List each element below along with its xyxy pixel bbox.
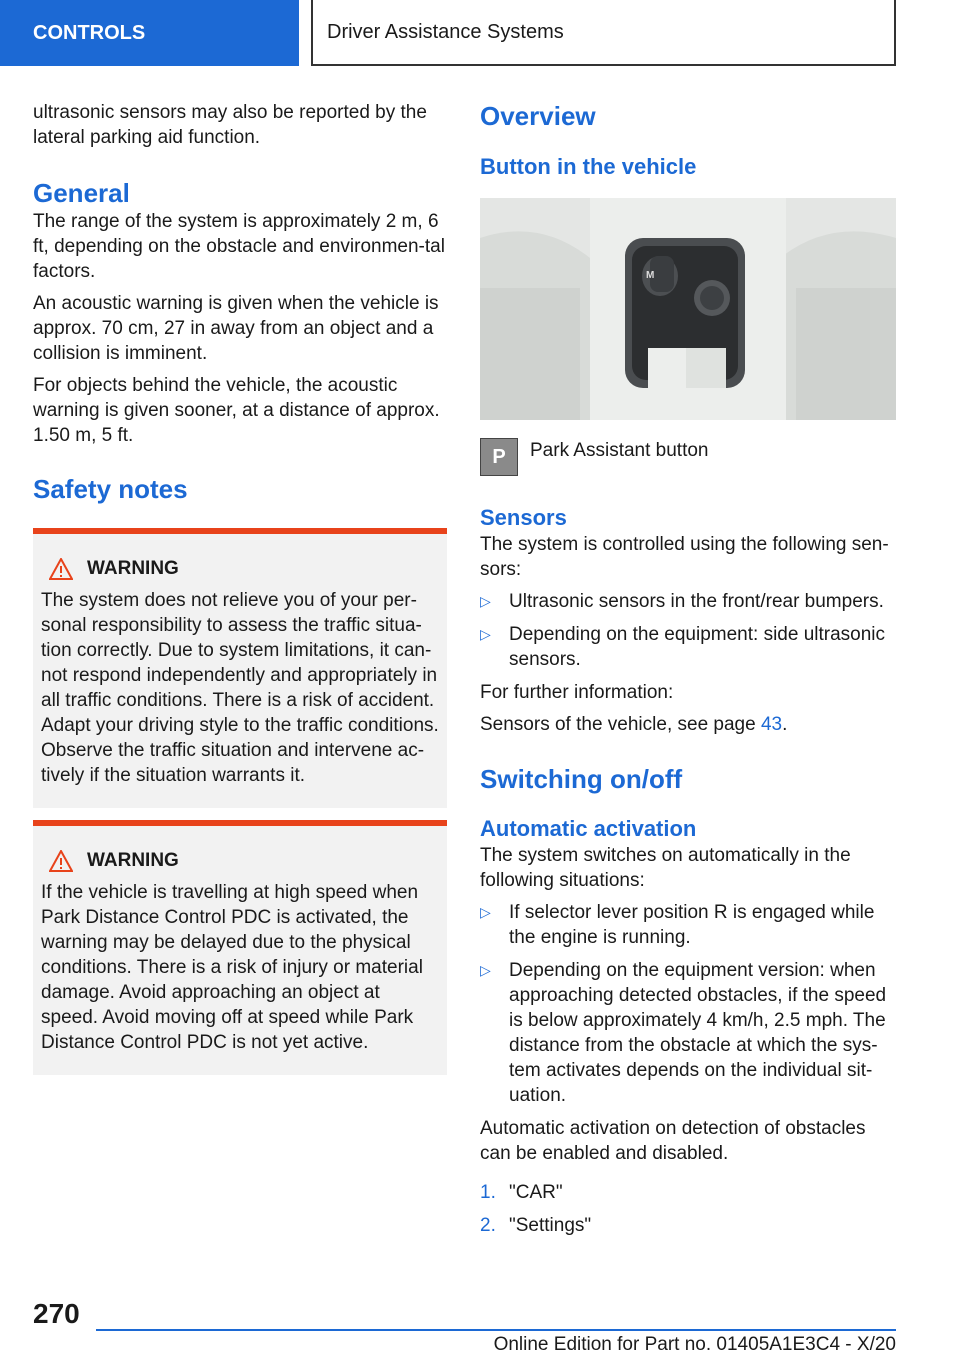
sensors-list (480, 589, 896, 672)
heading-overview: Overview (480, 101, 596, 131)
page-number: 270 (33, 1298, 80, 1329)
list-item: ▷ Ultrasonic sensors in the front/rear bumpers. (480, 591, 884, 612)
legend-label: Park Assistant button (530, 440, 709, 461)
sensors-paragraph: The system is controlled using the following sen-sors: (480, 534, 889, 580)
warning-text-1: The system does not relieve you of your per-sonal responsibility to assess the traffic situa-tion correctly. Due to system limitations, it can-not respond independently and appropriately in all traffic conditions. There is a risk of accident. Adapt your driving style to the traffic conditions. Observe the traffic situation and intervene ac-tively if the situation warrants it. (41, 590, 439, 786)
button-legend (480, 438, 896, 476)
heading-safety-notes: Safety notes (33, 474, 188, 504)
right-column (480, 100, 896, 1246)
warning-text-2: If the vehicle is travelling at high speed when Park Distance Control PDC is activated, the warning may be delayed due to the physical conditions. There is a risk of injury or material damage. Avoid approaching an object at speed. Avoid moving off at speed while Park Distance Control PDC is not yet active. (41, 882, 423, 1053)
triangle-bullet-icon: ▷ (480, 593, 491, 609)
step-item: 1. "CAR" (480, 1182, 563, 1203)
general-paragraph-2: An acoustic warning is given when the vehicle is approx. 70 cm, 27 in away from an object and a collision is imminent. (33, 293, 439, 364)
general-paragraph-1: The range of the system is approximately 2 m, 6 ft, depending on the obstacle and environmen-tal factors. (33, 211, 445, 282)
park-assistant-button-icon: P (480, 438, 518, 476)
warning-triangle-icon (49, 558, 73, 580)
left-column (33, 100, 447, 1075)
warning-box-2 (33, 820, 447, 1075)
page-link[interactable]: 43 (760, 714, 783, 735)
step-item: 2. "Settings" (480, 1215, 592, 1236)
heading-general: General (33, 178, 130, 208)
svg-text:M: M (646, 270, 655, 281)
footer-divider (96, 1329, 896, 1331)
triangle-bullet-icon: ▷ (480, 904, 491, 920)
list-item: ▷ Depending on the equipment version: when approaching detected obstacles, if the speed is below approximately 4 km/h, 2.5 mph. The distance from the obstacle at which the sys-tem activates depends on the individual sit-uation. (480, 960, 887, 1106)
heading-sensors: Sensors (480, 505, 567, 530)
center-console-image (480, 198, 896, 420)
chapter-title: Driver Assistance Systems (311, 0, 896, 66)
general-paragraph-3: For objects behind the vehicle, the acoustic warning is given sooner, at a distance of approx. 1.50 m, 5 ft. (33, 375, 440, 446)
footer-edition: Online Edition for Part no. 01405A1E3C4 - X/20 (493, 1334, 896, 1355)
auto-list (480, 900, 896, 1108)
intro-paragraph: ultrasonic sensors may also be reported by the lateral parking aid function. (33, 102, 427, 148)
section-tab: CONTROLS (0, 0, 299, 66)
warning-box-1 (33, 528, 447, 808)
center-console-illustration (480, 198, 896, 420)
sensors-reference: Sensors of the vehicle, see page 43. (480, 714, 788, 735)
warning-triangle-icon (49, 850, 73, 872)
auto-paragraph-2: Automatic activation on detection of obstacles can be enabled and disabled. (480, 1118, 866, 1164)
auto-paragraph: The system switches on automatically in the following situations: (480, 845, 851, 891)
heading-switching: Switching on/off (480, 764, 683, 794)
heading-automatic-activation: Automatic activation (480, 816, 697, 841)
further-info: For further information: (480, 682, 674, 703)
heading-button-in-vehicle: Button in the vehicle (480, 154, 697, 179)
list-item: ▷ If selector lever position R is engaged while the engine is running. (480, 902, 875, 948)
steps-list (480, 1180, 896, 1238)
warning-label: WARNING (87, 850, 179, 871)
list-item: ▷ Depending on the equipment: side ultrasonic sensors. (480, 624, 886, 670)
triangle-bullet-icon: ▷ (480, 962, 491, 978)
triangle-bullet-icon: ▷ (480, 626, 491, 642)
warning-label: WARNING (87, 558, 179, 579)
